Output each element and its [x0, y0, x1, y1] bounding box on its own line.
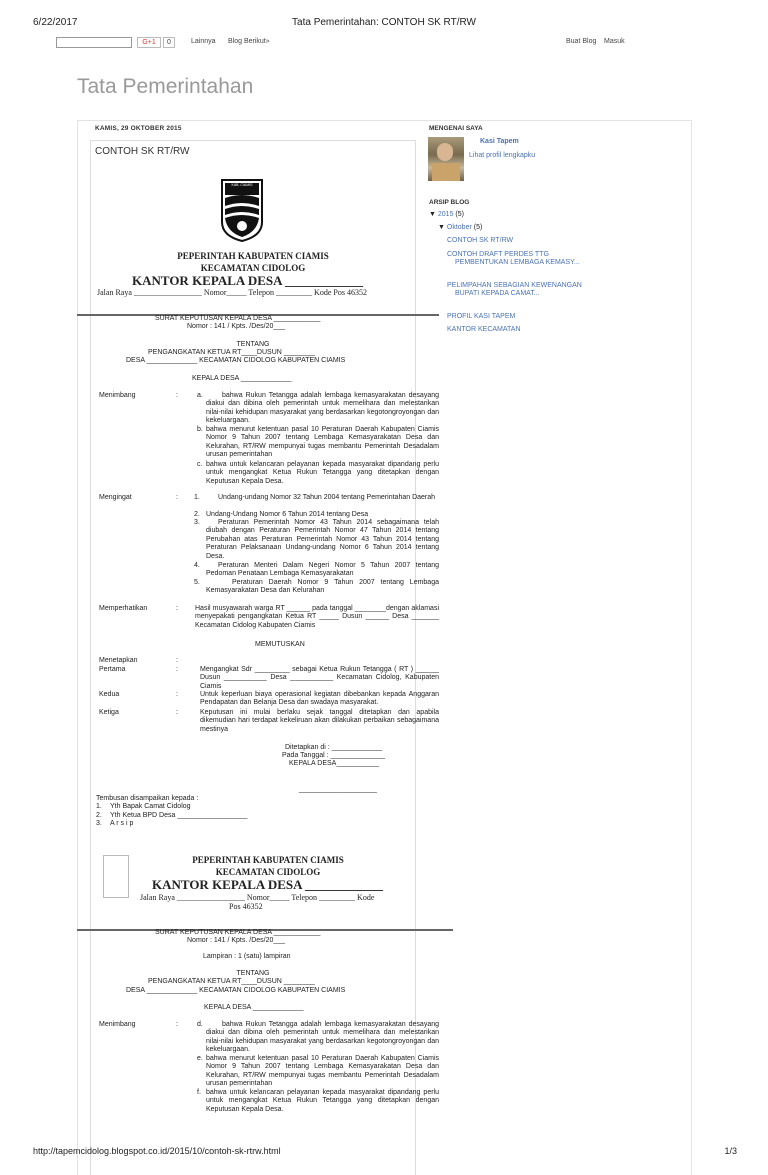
kedua-label: Kedua [99, 691, 120, 698]
ketiga-text: Keputusan ini mulai berlaku sejak tanggal ditetapkan dan apabila dikemudian hari terdapat kekeliruan akan dilakukan perbaikan sebagaimana mestinya [200, 709, 439, 733]
list-item: Peraturan Menteri Dalam Negeri Nomor 5 Tahun 2007 tentang Pedoman Penataan Lembaga Kemasyarakatan [206, 562, 439, 578]
archive-post-link[interactable]: PROFIL KASI TAPEM [447, 313, 516, 320]
next-blog-link[interactable]: Blog Berikut» [228, 38, 270, 45]
tembusan-label: Tembusan disampaikan kepada : [96, 795, 199, 802]
colon: : [176, 494, 178, 501]
list-marker: 2. [194, 511, 200, 518]
colon: : [176, 709, 178, 716]
archive-heading: ARSIP BLOG [429, 199, 470, 206]
list-marker: 4. [194, 562, 200, 569]
sk-title: SURAT KEPUTUSAN KEPALA DESA ____________ [155, 315, 321, 322]
kepala-desa-signature: KEPALA DESA___________ [289, 760, 380, 767]
colon: : [176, 666, 178, 673]
mengingat-label: Mengingat [99, 494, 132, 501]
print-page-number: 1/3 [724, 1146, 737, 1156]
list-item: bahwa untuk kelancaran pelayanan kepada masyarakat dipandang perlu untuk mengangkat Ketua Rukun Tetangga yang ditetapkan dengan Keputusan Kepala Desa. [206, 461, 439, 485]
letterhead-line3: KANTOR KEPALA DESA ____________ [152, 877, 384, 892]
profile-link[interactable]: Lihat profil lengkapku [469, 152, 536, 159]
about-heading: MENGENAI SAYA [429, 125, 483, 132]
colon: : [176, 1021, 178, 1028]
menetapkan-label: Menetapkan [99, 657, 138, 664]
pada-tanggal-line: Pada Tanggal : ______________ [282, 752, 386, 759]
letterhead-line3: KANTOR KEPALA DESA ____________ [132, 273, 364, 288]
subject-line1: PENGANGKATAN KETUA RT____DUSUN ________ [148, 349, 315, 356]
archive-year-row[interactable] [429, 211, 464, 219]
archive-post-link[interactable]: KANTOR KECAMATAN [447, 326, 521, 333]
list-item: bahwa Rukun Tetangga adalah lembaga kemasyarakatan desayang diakui dan dibina oleh pemerintah untuk memelihara dan melestarikan nilai-nilai kehidupan masyarakat yang berdasarkan kegotongroyongan dan kekeluargaan. [206, 392, 439, 425]
sk-title: SURAT KEPUTUSAN KEPALA DESA ____________ [155, 929, 321, 936]
archive-year-count: (5) [455, 211, 464, 218]
menimbang-label: Menimbang [99, 1021, 136, 1028]
archive-month-count: (5) [473, 224, 483, 231]
print-url: http://tapemcidolog.blogspot.co.id/2015/10/contoh-sk-rtrw.html [33, 1146, 281, 1156]
kepala-desa-heading: KEPALA DESA _____________ [204, 1004, 304, 1011]
sk-number: Nomor : 141 / Kpts. /Des/20___ [187, 937, 286, 944]
list-item: bahwa menurut ketentuan pasal 10 Peraturan Daerah Kabupaten Ciamis Nomor 9 Tahun 2007 tentang Lembaga Kemasyarakatan Desa dan Kelurahan, RT/RW mempunyai tugas membantu Pemerintah Desadalam urusan pemerintahan [206, 1055, 439, 1088]
letterhead-address: Pos 46352 [229, 902, 263, 911]
subject-line2: DESA _____________ KECAMATAN CIDOLOG KABUPATEN CIAMIS [126, 987, 346, 994]
more-link[interactable]: Lainnya [191, 38, 216, 45]
regency-emblem [219, 176, 265, 242]
list-marker: 3. [194, 519, 200, 526]
blog-title[interactable]: Tata Pemerintahan [77, 75, 254, 98]
toggle-down-icon[interactable]: ▼ [429, 211, 436, 218]
archive-month-row[interactable] [438, 224, 482, 232]
archive-month-link[interactable]: Oktober [446, 224, 472, 231]
colon: : [176, 657, 178, 664]
colon: : [176, 392, 178, 399]
list-item: bahwa Rukun Tetangga adalah lembaga kemasyarakatan desayang diakui dan dibina oleh pemerintah untuk memelihara dan melestarikan nilai-nilai kehidupan masyarakat yang berdasarkan kegotongroyongan dan kekeluargaan. [206, 1021, 439, 1054]
list-marker: c. [197, 461, 203, 468]
list-marker: 1. [96, 803, 102, 810]
author-avatar[interactable] [428, 137, 464, 181]
toggle-down-icon[interactable]: ▼ [438, 224, 445, 231]
emblem-caption: KAB. CIAMIS [231, 183, 253, 187]
kepala-desa-heading: KEPALA DESA _____________ [192, 375, 292, 382]
letterhead-address: Jalan Raya _________________ Nomor_____ Telepon _________ Kode [140, 893, 375, 902]
list-item: bahwa untuk kelancaran pelayanan kepada masyarakat dipandang perlu untuk mengangkat Ketua Rukun Tetangga yang ditetapkan dengan Keputusan Kepala Desa. [206, 1089, 439, 1113]
list-marker: 3. [96, 820, 102, 827]
subject-line1: PENGANGKATAN KETUA RT____DUSUN ________ [148, 978, 315, 985]
post-title[interactable]: CONTOH SK RT/RW [95, 146, 190, 157]
sk-number: Nomor : 141 / Kpts. /Des/20___ [187, 323, 286, 330]
post-date: KAMIS, 29 OKTOBER 2015 [95, 125, 182, 132]
menimbang-label: Menimbang [99, 392, 136, 399]
tentang-label: TENTANG [236, 341, 270, 348]
letterhead-line2: KECAMATAN CIDOLOG [200, 263, 306, 273]
list-marker: b. [197, 426, 203, 433]
tentang-label: TENTANG [236, 970, 270, 977]
colon: : [176, 691, 178, 698]
list-marker: d. [197, 1021, 203, 1028]
archive-post-link[interactable]: CONTOH SK RT/RW [447, 237, 514, 244]
list-item: A r s i p [110, 820, 134, 827]
list-marker: 1. [194, 494, 200, 501]
memperhatikan-text: Hasil musyawarah warga RT ______ pada tanggal ________dengan aklamasi menyepakati pengangkatan Ketua RT _____ Dusun ______ Desa _______ Kecamatan Cidolog Kabupaten Ciamis [195, 605, 439, 629]
colon: : [176, 605, 178, 612]
ditetapkan-line: Ditetapkan di : _____________ [285, 744, 383, 751]
letterhead-line1: PEPERINTAH KABUPATEN CIAMIS [177, 251, 329, 261]
list-item: Peraturan Daerah Nomor 9 Tahun 2007 tentang Lembaga Kemasyarakatan Desa dan Kelurahan [206, 579, 439, 595]
print-title: Tata Pemerintahan: CONTOH SK RT/RW [292, 17, 476, 28]
sign-in-link[interactable]: Masuk [604, 38, 625, 45]
list-item: Undang-Undang Nomor 6 Tahun 2014 tentang Desa [206, 511, 369, 518]
signature-line: ____________________ [299, 786, 377, 793]
kedua-text: Untuk keperluan biaya operasional kegiatan dibebankan kepada Anggaran Pendapatan dan Belanja Desa dan swadaya masyarakat. [200, 691, 439, 707]
list-item: Undang-undang Nomor 32 Tahun 2004 tentang Pemerintahan Daerah [218, 494, 436, 501]
archive-post-link[interactable]: PELIMPAHAN SEBAGIAN KEWENANGAN BUPATI KEPADA CAMAT... [447, 282, 582, 298]
memutuskan-heading: MEMUTUSKAN [255, 641, 305, 648]
list-item: Yth Ketua BPD Desa __________________ [110, 812, 248, 819]
search-input[interactable] [56, 37, 132, 48]
list-marker: e. [197, 1055, 203, 1062]
lampiran-line: Lampiran : 1 (satu) lampiran [203, 953, 291, 960]
letterhead-address: Jalan Raya _________________ Nomor_____ Telepon _________ Kode Pos 46352 [97, 288, 367, 297]
list-marker: a. [197, 392, 203, 399]
list-item: bahwa menurut ketentuan pasal 10 Peraturan Daerah Kabupaten Ciamis Nomor 9 Tahun 2007 tentang Lembaga Kemasyarakatan Desa dan Kelurahan, RT/RW mempunyai tugas membantu Pemerintah Desadalam urusan pemerintahan [206, 426, 439, 459]
memperhatikan-label: Memperhatikan [99, 605, 148, 612]
navbar [56, 37, 740, 51]
gplus-count: 0 [163, 37, 175, 48]
pertama-label: Pertama [99, 666, 126, 673]
archive-post-link[interactable]: CONTOH DRAFT PERDES TTG PEMBENTUKAN LEMBAGA KEMASY... [447, 251, 580, 267]
author-name-link[interactable]: Kasi Tapem [480, 138, 519, 145]
letterhead-line2: KECAMATAN CIDOLOG [215, 867, 321, 877]
create-blog-link[interactable]: Buat Blog [566, 38, 597, 45]
list-item: Peraturan Pemerintah Nomor 43 Tahun 2014 sebagaimana telah diubah dengan Peraturan Pemerintah Nomor 47 Tahun 2014 tentang Perubahan atas Peraturan Pemerintah Nomor 43 Tahun 2014 tentang Peraturan Pelaksanaan Undang-undang Nomor 6 Tahun 2014 tentang Desa. [206, 519, 439, 560]
letterhead-line1: PEPERINTAH KABUPATEN CIAMIS [192, 855, 344, 865]
list-marker: f. [197, 1089, 201, 1096]
list-item: Yth Bapak Camat Cidolog [110, 803, 191, 810]
ketiga-label: Ketiga [99, 709, 119, 716]
broken-image-icon [103, 855, 129, 898]
pertama-text: Mengangkat Sdr _________ sebagai Ketua Rukun Tetangga ( RT ) ______ Dusun ___________ Desa ___________ Kecamatan Cidolog, Kabupaten Ciamis [200, 666, 439, 690]
list-marker: 5. [194, 579, 200, 586]
print-date: 6/22/2017 [33, 17, 78, 28]
subject-line2: DESA _____________ KECAMATAN CIDOLOG KABUPATEN CIAMIS [126, 357, 346, 364]
archive-year-link[interactable]: 2015 [437, 211, 454, 218]
list-marker: 2. [96, 812, 102, 819]
gplus-button[interactable]: G+1 [137, 37, 161, 48]
